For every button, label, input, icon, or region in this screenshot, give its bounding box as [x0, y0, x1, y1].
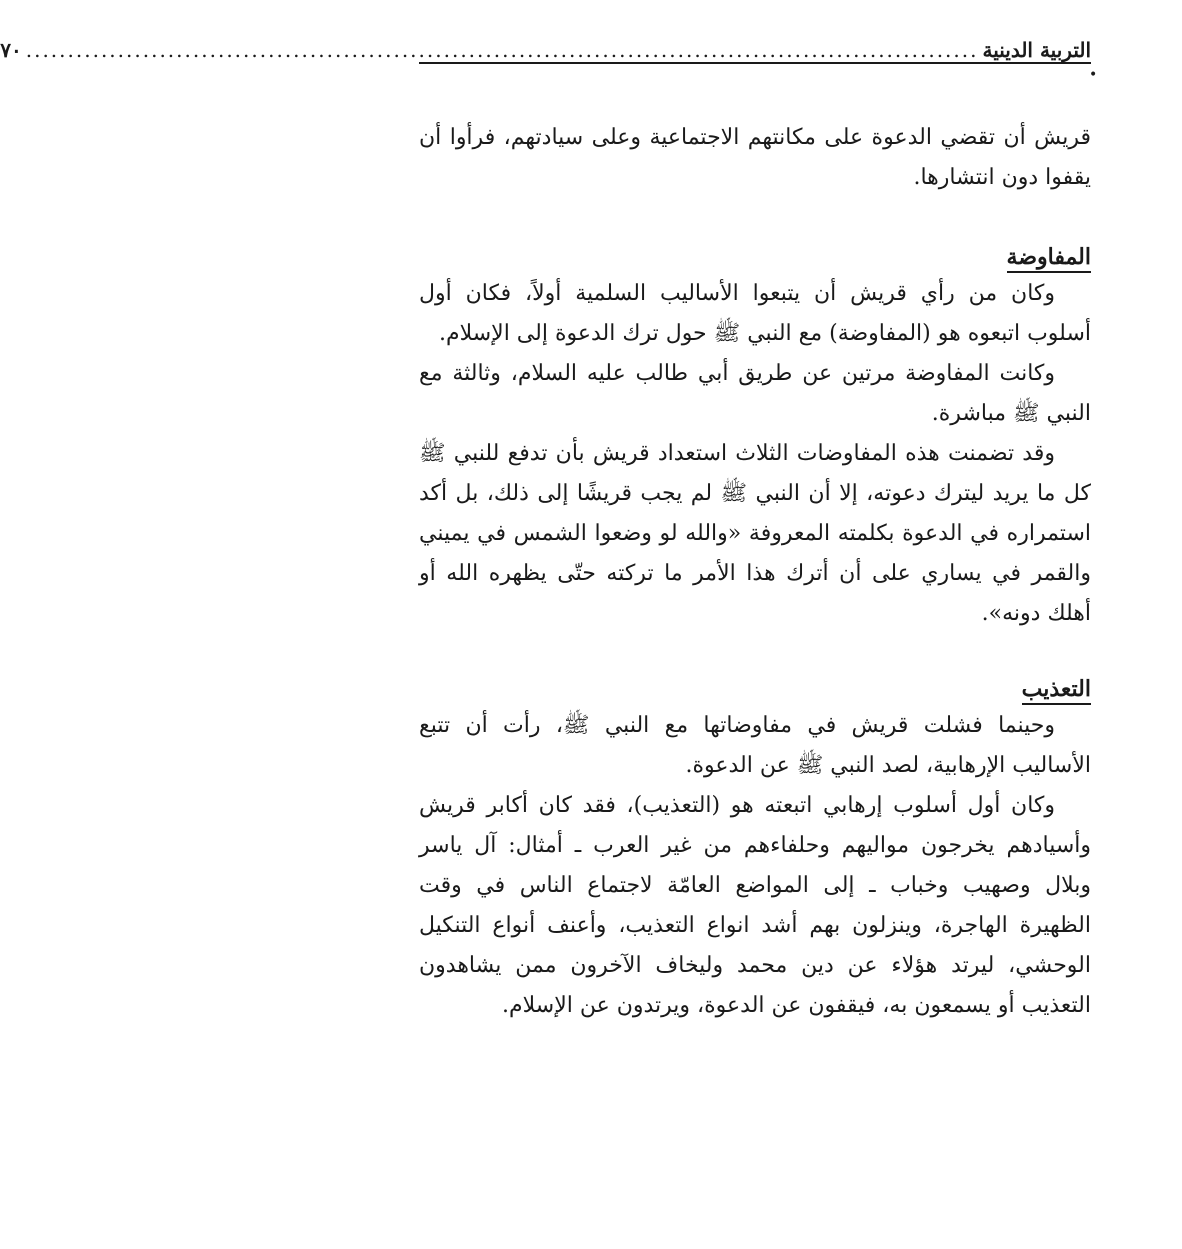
header-mark: •: [1089, 67, 1098, 83]
negotiation-paragraph-3: وقد تضمنت هذه المفاوضات الثلاث استعداد قريش بأن تدفع للنبي ﷺ كل ما يريد ليترك دعوته، إلا أن النبي ﷺ لم يجب قريشًا إلى ذلك، بل أكد استمراره في الدعوة بكلمته المعروفة «والله لو وضعوا الشمس في يميني والقمر في يساري على أن أترك هذا الأمر ما تركته حتّى يظهره الله أو أهلك دونه».: [419, 441, 1091, 626]
section-heading-text: المفاوضة: [1007, 244, 1091, 273]
torture-paragraph-1: وحينما فشلت قريش في مفاوضاتها مع النبي ﷺ، رأت أن تتبع الأساليب الإرهابية، لصد النبي ﷺ عن الدعوة.: [419, 713, 1091, 778]
page-number: ٧٠: [0, 38, 22, 62]
header-leader-dots: ..................................................................................................................: [25, 38, 979, 62]
section-heading-torture: [419, 672, 1091, 706]
negotiation-paragraph-1: وكان من رأي قريش أن يتبعوا الأساليب السلمية أولاً، فكان أول أسلوب اتبعوه هو (المفاوضة) مع النبي ﷺ حول ترك الدعوة إلى الإسلام.: [419, 281, 1091, 346]
section-heading-text: التعذيب: [1022, 676, 1091, 705]
header-title: التربية الدينية: [982, 38, 1091, 62]
document-page: [0, 28, 1098, 1208]
negotiation-paragraph-2: وكانت المفاوضة مرتين عن طريق أبي طالب عليه السلام، وثالثة مع النبي ﷺ مباشرة.: [419, 361, 1091, 426]
torture-paragraph-2: وكان أول أسلوب إرهابي اتبعته هو (التعذيب)، فقد كان أكابر قريش وأسيادهم يخرجون مواليهم وحلفاءهم من غير العرب ـ أمثال: آل ياسر وبلال وصهيب وخباب ـ إلى المواضع العامّة لاجتماع الناس في وقت الظهيرة الهاجرة، وينزلون بهم أشد انواع التعذيب، وأعنف أنواع التنكيل الوحشي، ليرتد هؤلاء عن دين محمد وليخاف الآخرون ممن يشاهدون التعذيب أو يسمعون به، فيقفون عن الدعوة، ويرتدون عن الإسلام.: [419, 793, 1092, 1018]
section-heading-negotiation: [419, 240, 1091, 274]
running-header: [0, 28, 1091, 64]
intro-paragraph: قريش أن تقضي الدعوة على مكانتهم الاجتماعية وعلى سيادتهم، فرأوا أن يقفوا دون انتشارها.: [419, 125, 1091, 190]
